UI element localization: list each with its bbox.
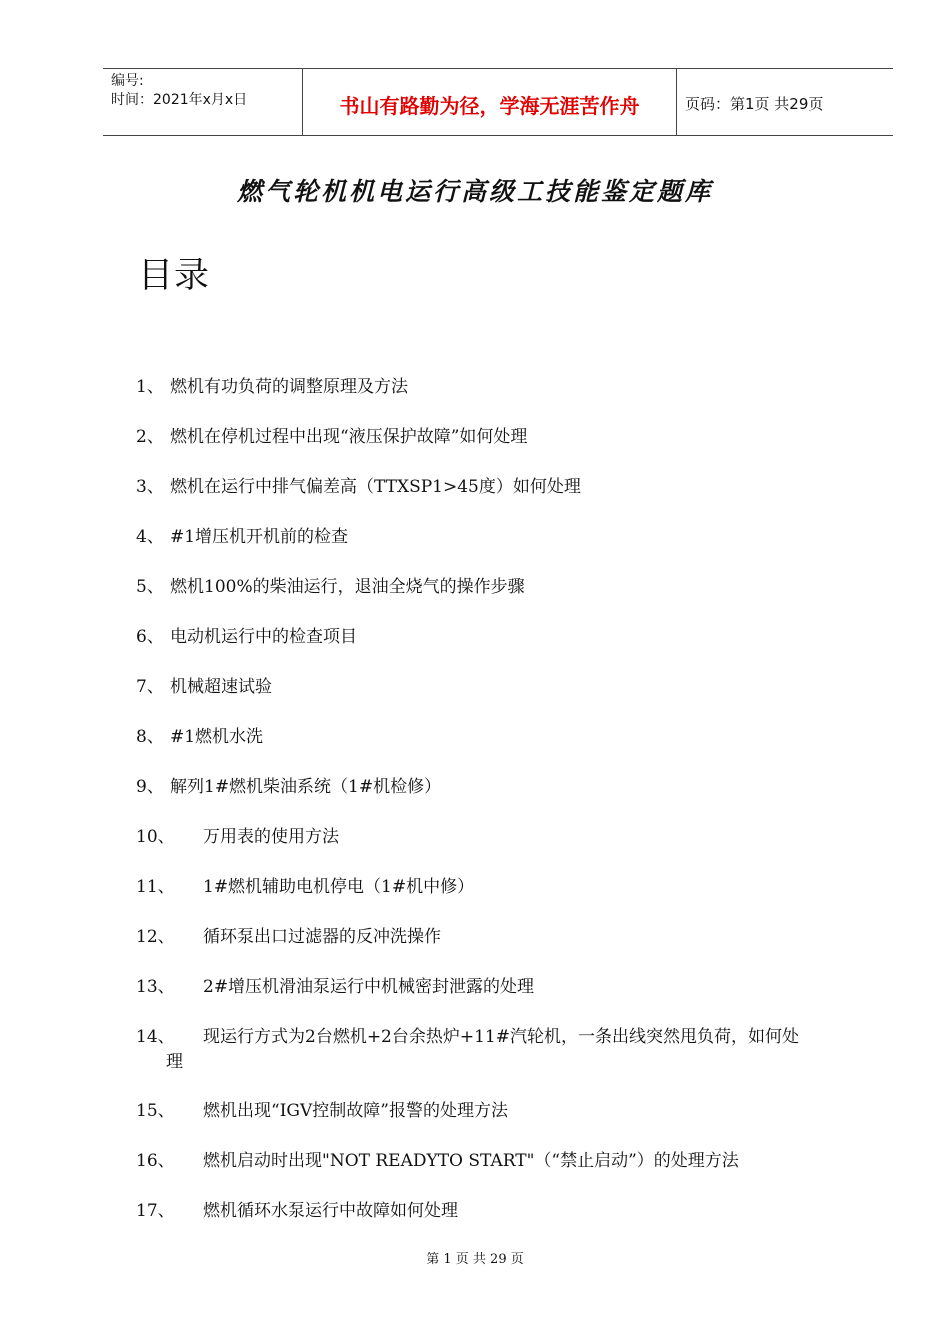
- toc-item-number: 3、: [136, 477, 164, 497]
- toc-item-number: 7、: [136, 677, 164, 697]
- toc-item-text-main: 万用表的使用方法: [203, 827, 339, 847]
- toc-item-text: [170, 775, 866, 800]
- document-title: 燃气轮机机电运行高级工技能鉴定题库: [236, 177, 713, 206]
- header-motto: 书山有路勤为径，学海无涯苦作舟: [303, 69, 677, 135]
- toc-item[interactable]: [136, 675, 866, 700]
- toc-item-number: 14、: [136, 1027, 175, 1047]
- toc-item-number: 4、: [136, 527, 164, 547]
- toc-item-text: [203, 875, 866, 900]
- toc-list: [136, 375, 866, 1249]
- toc-item-text-continuation: 理: [166, 1052, 183, 1072]
- toc-item[interactable]: [136, 725, 866, 750]
- toc-item-text-main: 燃机在运行中排气偏差高（TTXSP1>45度）如何处理: [170, 477, 581, 497]
- toc-item-number: 13、: [136, 977, 175, 997]
- toc-item-number: 6、: [136, 627, 164, 647]
- toc-item-text: [170, 375, 866, 400]
- toc-item-text: [170, 625, 866, 650]
- toc-item-number: 1、: [136, 377, 164, 397]
- toc-item[interactable]: [136, 425, 866, 450]
- toc-item-number: 12、: [136, 927, 175, 947]
- toc-item-text-main: 循环泵出口过滤器的反冲洗操作: [203, 927, 441, 947]
- toc-item-text-main: 1#燃机辅助电机停电（1#机中修）: [203, 877, 475, 897]
- toc-item-text-main: #1增压机开机前的检查: [170, 527, 349, 547]
- document-date: 时间：2021年x月x日: [111, 92, 248, 108]
- toc-item-text: [203, 975, 866, 1000]
- toc-item-number: 9、: [136, 777, 164, 797]
- toc-item-text: [170, 675, 866, 700]
- toc-item[interactable]: [136, 825, 866, 850]
- toc-item-text: [203, 1199, 866, 1224]
- toc-item-text-main: 燃机100%的柴油运行，退油全烧气的操作步骤: [170, 577, 525, 597]
- toc-item[interactable]: [136, 1025, 866, 1075]
- toc-item[interactable]: [136, 1099, 866, 1124]
- toc-item-text-main: 电动机运行中的检查项目: [170, 627, 357, 647]
- toc-item-text: [170, 525, 866, 550]
- toc-item-text: [170, 425, 866, 450]
- toc-item[interactable]: [136, 375, 866, 400]
- toc-item[interactable]: [136, 625, 866, 650]
- toc-item-text-main: 燃机在停机过程中出现“液压保护故障”如何处理: [170, 427, 528, 447]
- toc-item-text-main: 解列1#燃机柴油系统（1#机检修）: [170, 777, 442, 797]
- toc-item-text: [203, 1099, 866, 1124]
- toc-item-text: [203, 1149, 866, 1174]
- toc-item-text-main: 燃机启动时出现"NOT READYTO START"（“禁止启动”）的处理方法: [203, 1151, 739, 1171]
- toc-item[interactable]: [136, 775, 866, 800]
- header-meta: [103, 69, 303, 135]
- toc-item[interactable]: [136, 975, 866, 1000]
- toc-item[interactable]: [136, 1199, 866, 1224]
- toc-item-text: [203, 825, 866, 850]
- toc-item-text: [203, 925, 866, 950]
- toc-item-text-main: 燃机循环水泵运行中故障如何处理: [203, 1201, 458, 1221]
- toc-item[interactable]: [136, 575, 866, 600]
- toc-item-text: [170, 575, 866, 600]
- toc-item-number: 11、: [136, 877, 175, 897]
- toc-item-number: 2、: [136, 427, 164, 447]
- toc-item-text: [170, 725, 866, 750]
- toc-item[interactable]: [136, 875, 866, 900]
- toc-heading: 目录: [138, 256, 211, 296]
- page-header: [103, 68, 893, 136]
- toc-item-text-main: 燃机出现“IGV控制故障”报警的处理方法: [203, 1101, 508, 1121]
- toc-item-text: [203, 1025, 866, 1050]
- toc-item-text-main: 现运行方式为2台燃机+2台余热炉+11#汽轮机，一条出线突然甩负荷，如何处: [203, 1027, 799, 1047]
- toc-item[interactable]: [136, 525, 866, 550]
- toc-item-number: 5、: [136, 577, 164, 597]
- toc-item-text-main: #1燃机水洗: [170, 727, 264, 747]
- toc-item-text-main: 燃机有功负荷的调整原理及方法: [170, 377, 408, 397]
- page-footer: 第 1 页 共 29 页: [426, 1252, 524, 1267]
- toc-item-text: [170, 475, 866, 500]
- toc-item-text-main: 2#增压机滑油泵运行中机械密封泄露的处理: [203, 977, 535, 997]
- toc-item-number: 15、: [136, 1101, 175, 1121]
- toc-item-number: 10、: [136, 827, 175, 847]
- toc-item[interactable]: [136, 1149, 866, 1174]
- document-number-label: 编号:: [111, 73, 144, 89]
- header-page-info: 页码：第1页 共29页: [685, 94, 824, 113]
- toc-item-number: 8、: [136, 727, 164, 747]
- toc-item-text-main: 机械超速试验: [170, 677, 272, 697]
- toc-item[interactable]: [136, 925, 866, 950]
- toc-item-number: 17、: [136, 1201, 175, 1221]
- toc-item-number: 16、: [136, 1151, 175, 1171]
- toc-item[interactable]: [136, 475, 866, 500]
